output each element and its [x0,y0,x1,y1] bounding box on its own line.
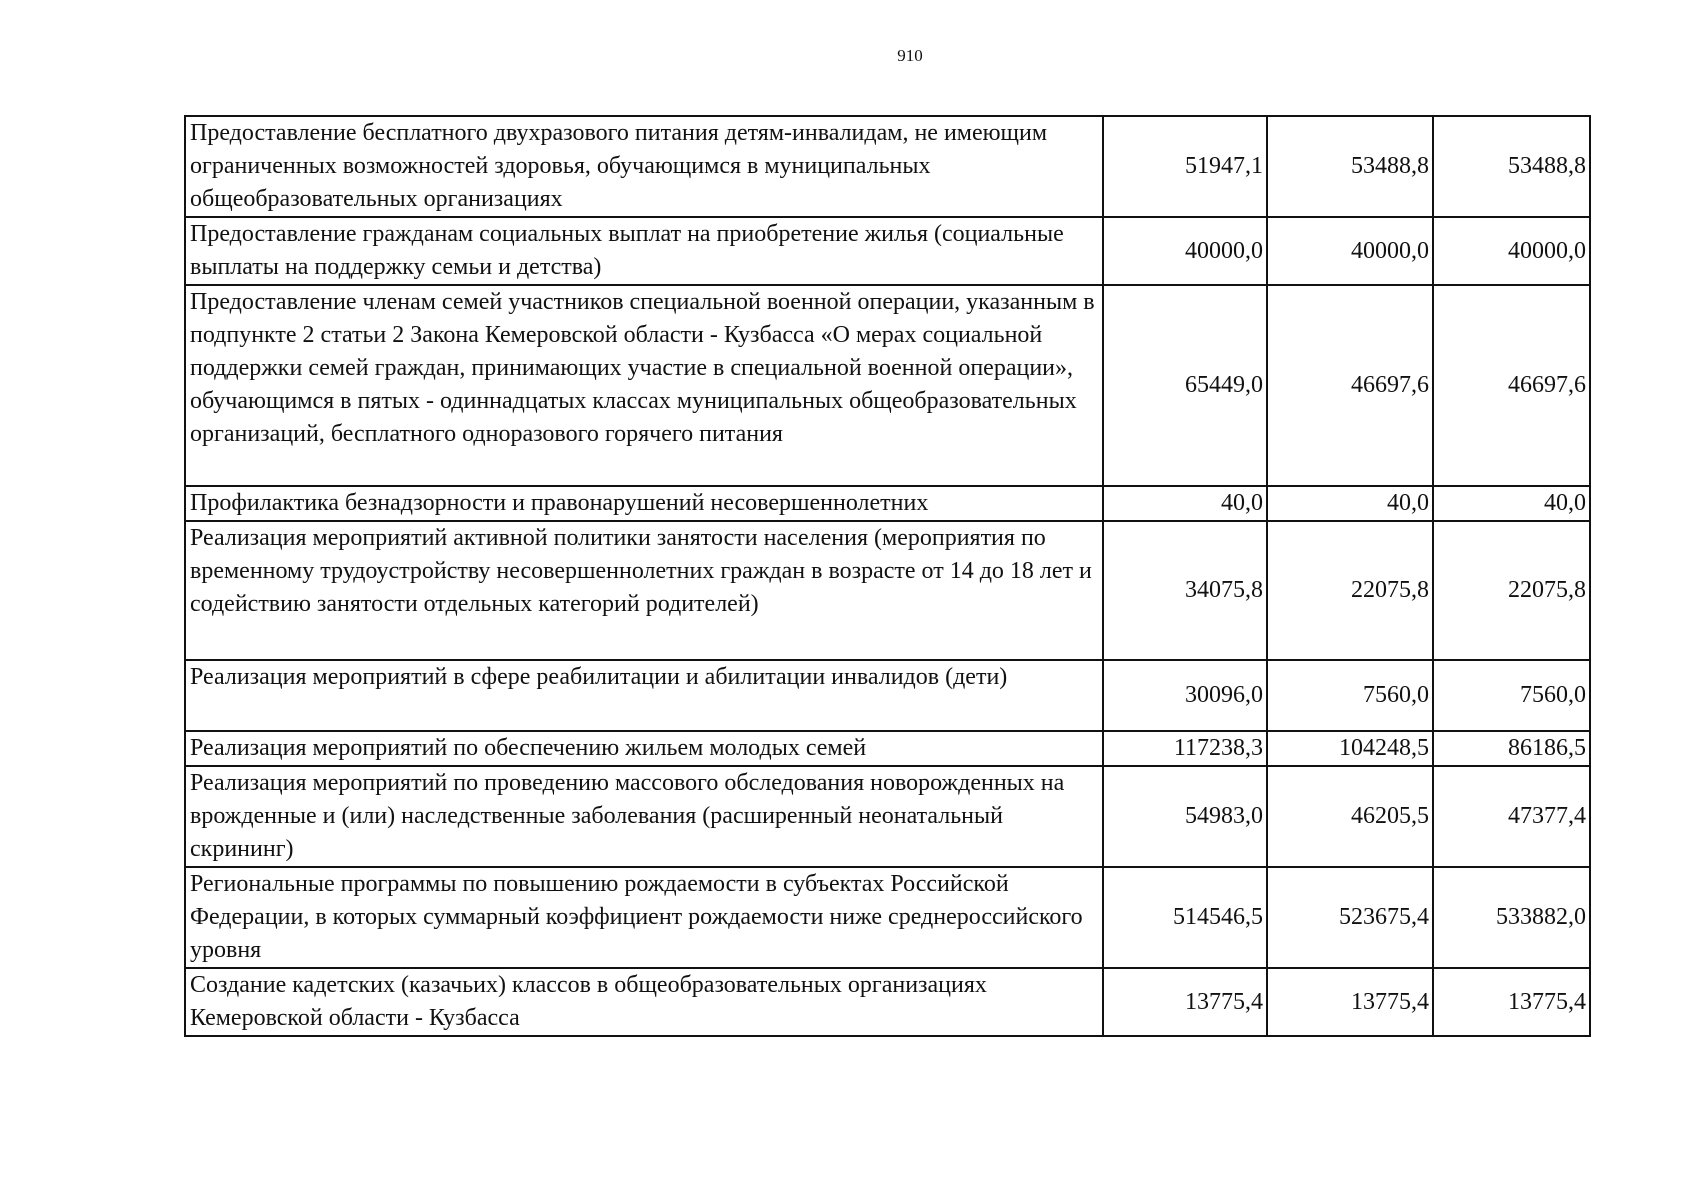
table-row [185,521,1590,660]
row-name: Реализация мероприятий по проведению массового обследования новорожденных на врожденные и (или) наследственные заболевания (расширенный неонатальный скрининг) [185,766,1103,867]
row-value-2: 104248,5 [1267,731,1433,766]
row-value-1: 117238,3 [1103,731,1267,766]
row-value-2: 46205,5 [1267,766,1433,867]
table-row [185,867,1590,968]
row-value-3: 40,0 [1433,486,1590,521]
row-name: Предоставление членам семей участников специальной военной операции, указанным в подпункте 2 статьи 2 Закона Кемеровской области - Кузбасса «О мерах социальной поддержки семей граждан, принимающих участие в специальной военной операции», обучающимся в пятых - одиннадцатых классах муниципальных общеобразовательных организаций, бесплатного одноразового горячего питания [185,285,1103,486]
row-value-2: 13775,4 [1267,968,1433,1036]
table-row [185,217,1590,285]
table-row [185,968,1590,1036]
row-name: Профилактика безнадзорности и правонарушений несовершеннолетних [185,486,1103,521]
row-name: Реализация мероприятий по обеспечению жильем молодых семей [185,731,1103,766]
row-name: Региональные программы по повышению рождаемости в субъектах Российской Федерации, в которых суммарный коэффициент рождаемости ниже среднероссийского уровня [185,867,1103,968]
row-value-2: 46697,6 [1267,285,1433,486]
table-row [185,116,1590,217]
row-value-2: 53488,8 [1267,116,1433,217]
row-value-3: 22075,8 [1433,521,1590,660]
row-value-1: 40000,0 [1103,217,1267,285]
row-value-2: 523675,4 [1267,867,1433,968]
row-name: Создание кадетских (казачьих) классов в общеобразовательных организациях Кемеровской области - Кузбасса [185,968,1103,1036]
row-value-1: 514546,5 [1103,867,1267,968]
row-value-3: 86186,5 [1433,731,1590,766]
row-value-3: 47377,4 [1433,766,1590,867]
row-value-1: 54983,0 [1103,766,1267,867]
row-value-2: 22075,8 [1267,521,1433,660]
table-row [185,285,1590,486]
row-value-3: 46697,6 [1433,285,1590,486]
row-value-3: 13775,4 [1433,968,1590,1036]
row-value-1: 30096,0 [1103,660,1267,731]
row-value-1: 13775,4 [1103,968,1267,1036]
table-row [185,731,1590,766]
row-value-2: 40,0 [1267,486,1433,521]
row-value-3: 533882,0 [1433,867,1590,968]
row-value-3: 40000,0 [1433,217,1590,285]
row-name: Реализация мероприятий в сфере реабилитации и абилитации инвалидов (дети) [185,660,1103,731]
row-value-3: 53488,8 [1433,116,1590,217]
page-number: 910 [897,46,923,65]
row-value-1: 51947,1 [1103,116,1267,217]
table-row [185,766,1590,867]
row-value-2: 40000,0 [1267,217,1433,285]
row-name: Реализация мероприятий активной политики занятости населения (мероприятия по временному трудоустройству несовершеннолетних граждан в возрасте от 14 до 18 лет и содействию занятости отдельных категорий родителей) [185,521,1103,660]
row-value-1: 65449,0 [1103,285,1267,486]
table-row [185,486,1590,521]
row-value-3: 7560,0 [1433,660,1590,731]
table-row [185,660,1590,731]
row-name: Предоставление гражданам социальных выплат на приобретение жилья (социальные выплаты на поддержку семьи и детства) [185,217,1103,285]
row-value-1: 40,0 [1103,486,1267,521]
row-value-2: 7560,0 [1267,660,1433,731]
budget-table [184,115,1591,1037]
row-value-1: 34075,8 [1103,521,1267,660]
row-name: Предоставление бесплатного двухразового питания детям-инвалидам, не имеющим ограниченных возможностей здоровья, обучающимся в муниципальных общеобразовательных организациях [185,116,1103,217]
